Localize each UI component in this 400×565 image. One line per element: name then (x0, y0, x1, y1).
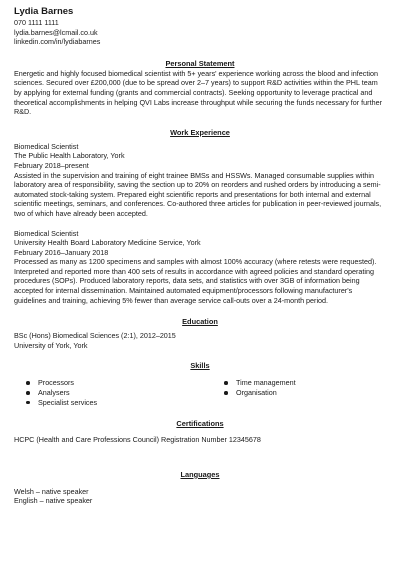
section-title-work-experience: Work Experience (170, 127, 230, 137)
skills-column-1 (26, 378, 224, 407)
linkedin-url: linkedin.com/in/lydiabarnes (14, 37, 101, 47)
candidate-name: Lydia Barnes (14, 6, 74, 17)
skill-item: Specialist services (26, 398, 224, 408)
cv-document (14, 6, 386, 506)
section-title-personal-statement: Personal Statement (165, 58, 235, 68)
language-item: Welsh – native speaker (14, 486, 89, 496)
job-role: Biomedical Scientist (14, 141, 79, 151)
section-title-education: Education (182, 317, 218, 327)
job-description: Assisted in the supervision and training of eight trainee BMSs and HSSWs. Managed consumable supplies within laboratory area of responsibility, saving the section up to 20% on reorders and rushed orders by introducing a semi-automated stock-taking system. Prepared eight scientific reports and presentations for both internal and external scientific meetings, seminars, and conferences. Co-authored three articles for publication in peer-reviewed journals, two of which have already been accepted. (14, 170, 382, 218)
skill-item: Processors (26, 378, 224, 388)
job-employer: University Health Board Laboratory Medicine Service, York (14, 238, 201, 248)
skills-column-2 (224, 378, 296, 407)
section-title-skills: Skills (190, 361, 210, 371)
skill-item: Analysers (26, 388, 224, 398)
job-role: Biomedical Scientist (14, 228, 79, 238)
contact-details (14, 18, 386, 47)
section-title-languages: Languages (180, 469, 220, 479)
job-dates: February 2016–January 2018 (14, 247, 109, 257)
job-entry (14, 229, 386, 306)
job-dates: February 2018–present (14, 160, 89, 170)
job-employer: The Public Health Laboratory, York (14, 151, 125, 161)
certification-text: HCPC (Health and Care Professions Council) Registration Number 12345678 (14, 435, 261, 445)
job-entry (14, 142, 386, 219)
language-item: English – native speaker (14, 496, 93, 506)
skills-list (26, 378, 386, 407)
section-title-certifications: Certifications (176, 419, 224, 429)
personal-statement-text: Energetic and highly focused biomedical scientist with 5+ years' experience working across the blood and infection sciences. Secured over £200,000 (due to be spread over 2–7 years) to support R&D activities within the PHL team by applying for external funding (grants and commercial contracts). Seeking opportunity to leverage practical and theoretical accomplishments in helping QVI Labs increase throughput while securing the funds necessary for further R&D. (14, 68, 382, 117)
education-institution: University of York, York (14, 340, 88, 350)
education-degree: BSc (Hons) Biomedical Sciences (2:1), 2012–2015 (14, 331, 176, 341)
job-description: Processed as many as 1200 specimens and samples with almost 100% accuracy (where retests were requested). Interpreted and reported more than 400 sets of results in accordance with agreed policies and standard operating procedures (SOPs). Produced laboratory reports, data sets, and statistics with over 3GB of information being accepted for internal dissemination. Maintained automated equipment/processors following manufacturer's guidelines and training, achieving 5% fewer than average service call-outs over a 24-month period. (14, 257, 377, 305)
skill-item: Time management (224, 378, 296, 388)
skill-item: Organisation (224, 388, 296, 398)
phone-number: 070 1111 1111 (14, 18, 59, 27)
email-address: lydia.barnes@lcmail.co.uk (14, 27, 98, 37)
